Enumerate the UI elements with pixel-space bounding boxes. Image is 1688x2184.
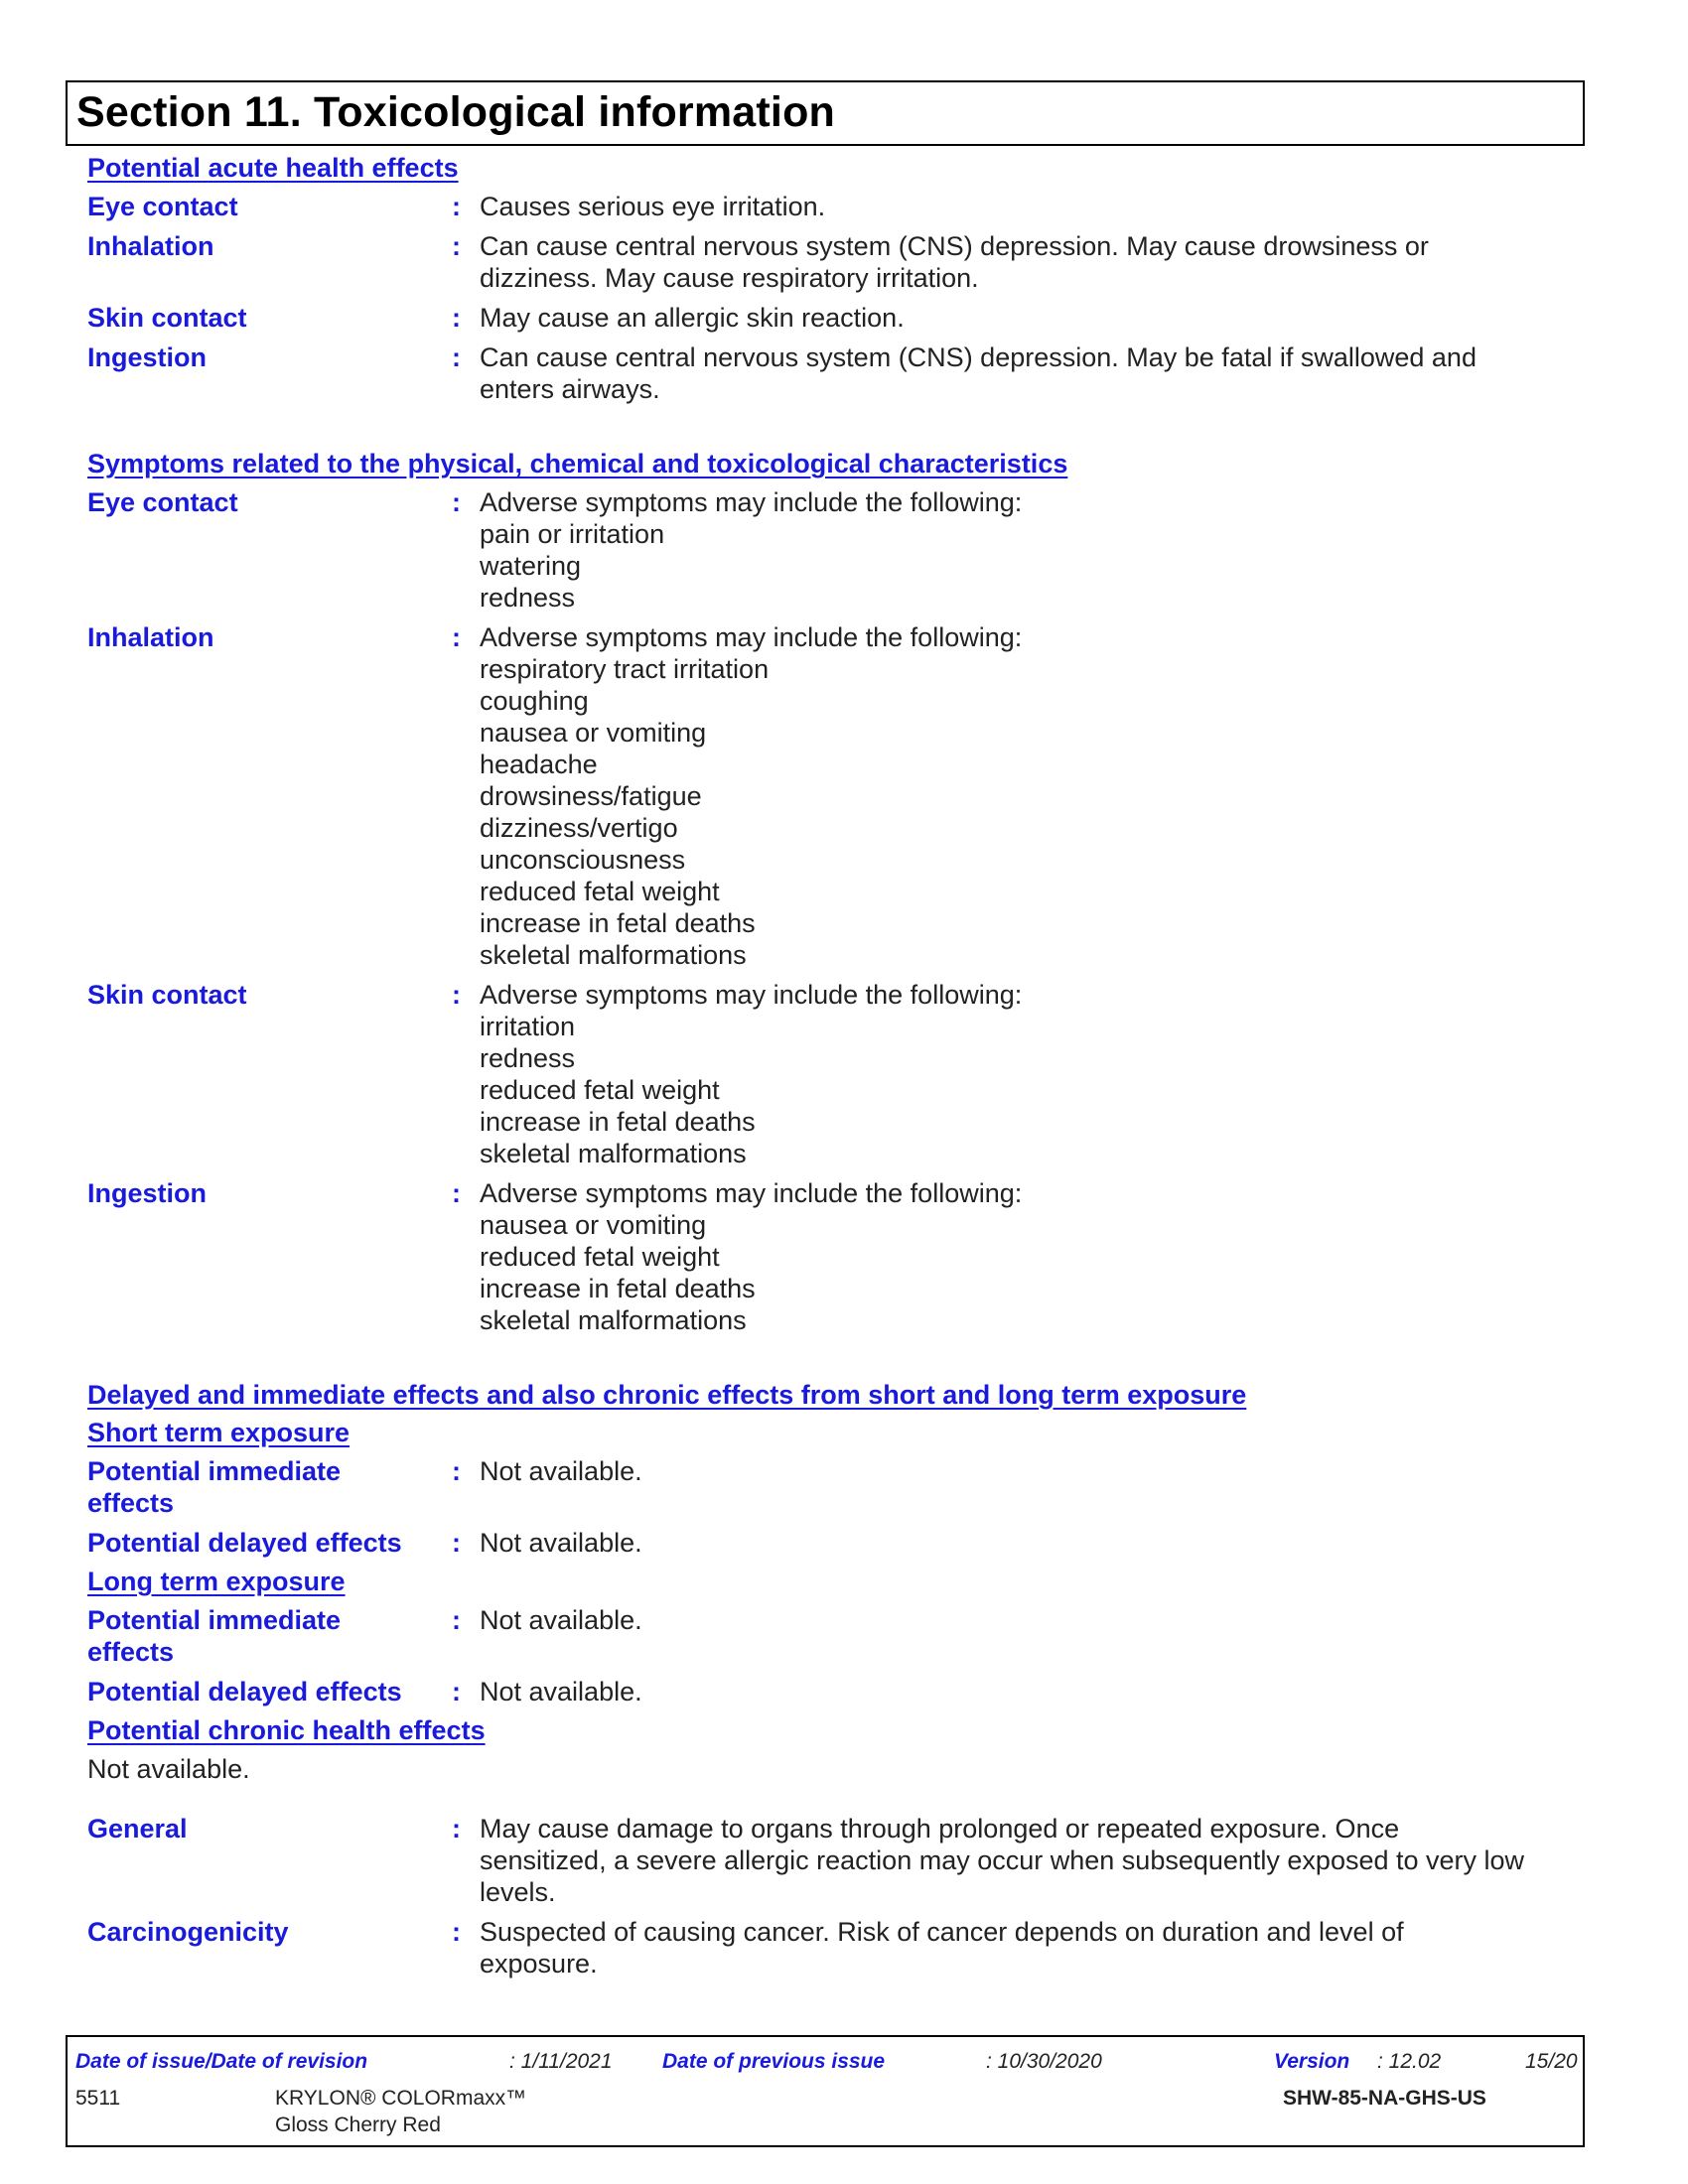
row-value (480, 1177, 1572, 1336)
carcinogenicity-row (87, 1912, 1577, 1983)
row-label: Potential delayed effects (87, 1528, 402, 1558)
value-line: dizziness/vertigo (480, 813, 678, 843)
value-line: Adverse symptoms may include the following: (480, 622, 1023, 652)
row-colon: : (452, 1814, 461, 1843)
symptoms-eye-row (87, 482, 1577, 617)
label-line: Potential immediate (87, 1605, 342, 1635)
value-line: Not available. (480, 1605, 642, 1635)
value-line: Causes serious eye irritation. (480, 192, 826, 221)
delayed-effects-heading: Delayed and immediate effects and also chronic effects from short and long term exposure (87, 1380, 1247, 1410)
row-value (480, 979, 1572, 1169)
value-line: Can cause central nervous system (CNS) depression. May be fatal if swallowed and (480, 342, 1477, 372)
value-line: skeletal malformations (480, 940, 747, 970)
row-colon: : (452, 1528, 461, 1558)
value-line: increase in fetal deaths (480, 1107, 756, 1137)
value-line: skeletal malformations (480, 1139, 747, 1168)
symptoms-ingestion-row (87, 1173, 1577, 1340)
value-line: May cause damage to organs through prolonged or repeated exposure. Once (480, 1814, 1400, 1843)
document-content (87, 149, 1577, 1983)
version-label: Version (1274, 2050, 1350, 2073)
value-line: unconsciousness (480, 845, 686, 875)
row-label: Eye contact (87, 487, 238, 517)
row-label: Inhalation (87, 622, 214, 652)
short-term-immediate-row (87, 1451, 1577, 1523)
label-line: Potential immediate (87, 1456, 342, 1486)
row-colon: : (452, 1917, 461, 1947)
document-id: SHW-85-NA-GHS-US (1283, 2087, 1486, 2110)
value-line: levels. (480, 1877, 556, 1907)
long-term-heading: Long term exposure (87, 1567, 346, 1596)
row-label: Inhalation (87, 231, 214, 261)
value-line: Can cause central nervous system (CNS) depression. May cause drowsiness or (480, 231, 1429, 261)
long-term-delayed-row (87, 1672, 1577, 1711)
row-label: Ingestion (87, 1178, 207, 1208)
page-footer (66, 2035, 1585, 2147)
value-line: exposure. (480, 1949, 598, 1979)
short-term-heading: Short term exposure (87, 1418, 351, 1447)
spacer (87, 1340, 1577, 1376)
symptoms-heading: Symptoms related to the physical, chemical and toxicological characteristics (87, 449, 1068, 478)
row-colon: : (452, 1178, 461, 1208)
value-line: reduced fetal weight (480, 1242, 720, 1272)
chronic-effects-heading: Potential chronic health effects (87, 1715, 486, 1745)
acute-eye-row (87, 187, 1577, 226)
row-colon: : (452, 622, 461, 652)
label-line: effects (87, 1637, 175, 1667)
row-colon: : (452, 342, 461, 372)
acute-skin-row (87, 298, 1577, 338)
value-line: watering (480, 551, 582, 581)
row-value (480, 1916, 1572, 1979)
row-label: Carcinogenicity (87, 1917, 289, 1947)
value-line: Not available. (480, 1677, 642, 1706)
section-title: Section 11. Toxicological information (76, 88, 836, 136)
row-colon: : (452, 1456, 461, 1486)
row-value (480, 621, 1572, 971)
value-line: irritation (480, 1012, 576, 1041)
symptoms-inhalation-row (87, 617, 1577, 975)
value-line: increase in fetal deaths (480, 1274, 756, 1303)
row-label (87, 1455, 452, 1519)
row-label: Skin contact (87, 980, 247, 1010)
value-line: headache (480, 750, 598, 779)
row-colon: : (452, 1677, 461, 1706)
issue-date-value: : 1/11/2021 (509, 2050, 613, 2073)
value-line: dizziness. May cause respiratory irritation. (480, 263, 979, 293)
row-label: Eye contact (87, 192, 238, 221)
value-line: reduced fetal weight (480, 877, 720, 906)
section-header-box (66, 80, 1585, 146)
value-line: respiratory tract irritation (480, 654, 770, 684)
row-label: General (87, 1814, 188, 1843)
row-value (480, 486, 1572, 614)
row-colon: : (452, 1605, 461, 1635)
long-term-immediate-row (87, 1600, 1577, 1672)
value-line: May cause an allergic skin reaction. (480, 303, 905, 333)
row-colon: : (452, 303, 461, 333)
row-value (480, 1604, 1572, 1668)
value-line: drowsiness/fatigue (480, 781, 702, 811)
row-value (480, 341, 1572, 405)
row-colon: : (452, 980, 461, 1010)
row-label: Skin contact (87, 303, 247, 333)
acute-inhalation-row (87, 226, 1577, 298)
row-colon: : (452, 231, 461, 261)
product-code: 5511 (75, 2087, 121, 2110)
version-value: : 12.02 (1377, 2050, 1442, 2073)
value-line: Adverse symptoms may include the following: (480, 980, 1023, 1010)
row-value (480, 230, 1572, 294)
value-line: Not available. (480, 1528, 642, 1558)
label-line: effects (87, 1488, 175, 1518)
value-line: skeletal malformations (480, 1305, 747, 1335)
symptoms-skin-row (87, 975, 1577, 1173)
row-value (480, 302, 1572, 334)
value-line: pain or irritation (480, 519, 665, 549)
product-name-line1: KRYLON® COLORmaxx™ (275, 2087, 527, 2110)
acute-ingestion-row (87, 338, 1577, 409)
value-line: reduced fetal weight (480, 1075, 720, 1105)
row-value (480, 1676, 1572, 1707)
previous-issue-label: Date of previous issue (662, 2050, 886, 2073)
issue-date-label: Date of issue/Date of revision (75, 2050, 368, 2073)
value-line: Adverse symptoms may include the following: (480, 487, 1023, 517)
spacer (87, 409, 1577, 445)
row-value (480, 1455, 1572, 1519)
value-line: sensitized, a severe allergic reaction may occur when subsequently exposed to very low (480, 1845, 1525, 1875)
row-value (480, 191, 1572, 222)
row-value (480, 1527, 1572, 1559)
value-line: Suspected of causing cancer. Risk of cancer depends on duration and level of (480, 1917, 1404, 1947)
row-label: Potential delayed effects (87, 1677, 402, 1706)
value-line: enters airways. (480, 374, 660, 404)
previous-issue-value: : 10/30/2020 (986, 2050, 1102, 2073)
value-line: redness (480, 1043, 576, 1073)
value-line: Not available. (480, 1456, 642, 1486)
value-line: coughing (480, 686, 589, 716)
value-line: nausea or vomiting (480, 1210, 707, 1240)
value-line: redness (480, 583, 576, 613)
row-label (87, 1604, 452, 1668)
general-row (87, 1809, 1577, 1912)
value-line: increase in fetal deaths (480, 908, 756, 938)
value-line: nausea or vomiting (480, 718, 707, 748)
row-label: Ingestion (87, 342, 207, 372)
row-colon: : (452, 487, 461, 517)
product-name-line2: Gloss Cherry Red (275, 2114, 441, 2136)
chronic-effects-text: Not available. (87, 1754, 250, 1784)
row-colon: : (452, 192, 461, 221)
value-line: Adverse symptoms may include the following: (480, 1178, 1023, 1208)
short-term-delayed-row (87, 1523, 1577, 1563)
row-value (480, 1813, 1572, 1908)
page-number: 15/20 (1525, 2050, 1578, 2073)
acute-effects-heading: Potential acute health effects (87, 153, 459, 183)
spacer (87, 1789, 1577, 1809)
